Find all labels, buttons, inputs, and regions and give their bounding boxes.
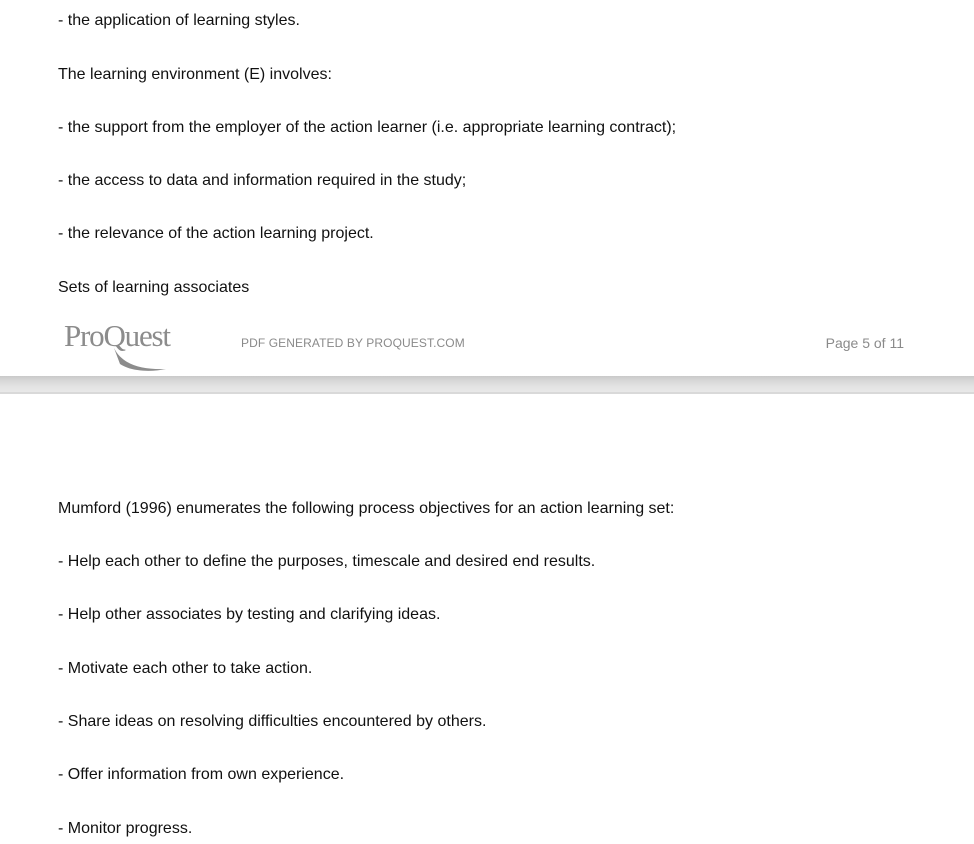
page-number: Page 5 of 11 [825, 335, 904, 351]
text-line: - Share ideas on resolving difficulties encountered by others. [58, 713, 487, 730]
page-separator [0, 376, 974, 394]
text-line: - Offer information from own experience. [58, 766, 345, 783]
text-line: Mumford (1996) enumerates the following process objectives for an action learning set: [58, 500, 675, 517]
text-line: The learning environment (E) involves: [58, 66, 332, 83]
pdf-page-6 [0, 394, 974, 844]
text-line: - the access to data and information required in the study; [58, 172, 467, 189]
proquest-logo-text: ProQuest [64, 318, 170, 353]
text-line: - Motivate each other to take action. [58, 660, 313, 677]
pdf-page-5 [0, 0, 974, 376]
text-line: - Help each other to define the purposes, timescale and desired end results. [58, 553, 596, 570]
text-line: Sets of learning associates [58, 279, 250, 296]
text-line: - the application of learning styles. [58, 12, 300, 29]
page-footer [0, 310, 974, 372]
text-line: - the support from the employer of the action learner (i.e. appropriate learning contract); [58, 119, 677, 136]
text-line: - Monitor progress. [58, 820, 193, 837]
proquest-logo [62, 314, 198, 372]
text-line: - Help other associates by testing and clarifying ideas. [58, 606, 441, 623]
text-line: - the relevance of the action learning project. [58, 225, 374, 242]
generated-by-text: PDF GENERATED BY PROQUEST.COM [241, 336, 465, 350]
